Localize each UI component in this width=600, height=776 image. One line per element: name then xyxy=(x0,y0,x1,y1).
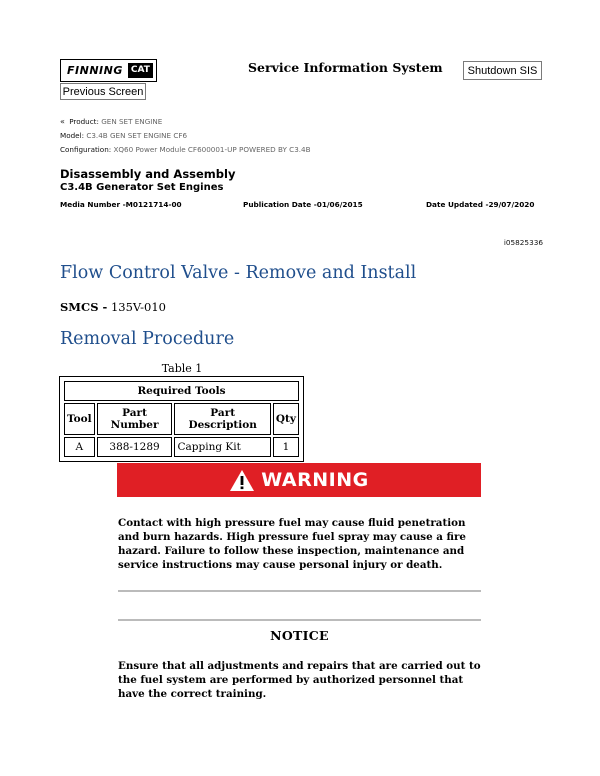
table-caption: Table 1 xyxy=(161,362,203,375)
configuration-value: XQ60 Power Module CF600001-UP POWERED BY C3.4B xyxy=(113,145,311,154)
smcs-code xyxy=(60,300,166,314)
column-header: Part Description xyxy=(174,403,270,435)
required-tools-table xyxy=(59,376,304,462)
previous-screen-button[interactable]: Previous Screen xyxy=(60,83,146,100)
table-row xyxy=(64,437,299,457)
finning-cat-logo xyxy=(60,59,157,82)
column-header: Tool xyxy=(64,403,95,435)
smcs-label: SMCS - xyxy=(60,300,108,314)
warning-banner xyxy=(117,463,481,497)
column-header: Part Number xyxy=(97,403,173,435)
product-line xyxy=(60,117,162,126)
divider xyxy=(118,590,481,592)
product-key: Product: xyxy=(69,117,99,126)
section-title: Disassembly and Assembly xyxy=(60,167,236,181)
notice-text: Ensure that all adjustments and repairs that are carried out to the fuel system are performed by authorized personnel that have the correct training. xyxy=(118,660,481,700)
warning-label: WARNING xyxy=(261,469,369,491)
model-line xyxy=(60,131,187,140)
date-updated: Date Updated -29/07/2020 xyxy=(426,200,535,209)
table-cell: Capping Kit xyxy=(174,437,270,457)
procedure-title: Removal Procedure xyxy=(60,329,235,349)
table-cell: 1 xyxy=(273,437,299,457)
divider xyxy=(118,619,481,621)
page-title: Flow Control Valve - Remove and Install xyxy=(60,263,417,283)
smcs-value: 135V-010 xyxy=(110,300,166,314)
warning-triangle-icon xyxy=(229,469,255,492)
product-value: GEN SET ENGINE xyxy=(101,117,163,126)
reference-id: i05825336 xyxy=(503,238,543,247)
media-number: Media Number -M0121714-00 xyxy=(60,200,182,209)
cat-badge: CAT xyxy=(128,63,153,78)
table-title: Required Tools xyxy=(64,381,299,401)
column-header: Qty xyxy=(273,403,299,435)
shutdown-sis-button[interactable]: Shutdown SIS xyxy=(463,61,542,80)
warning-text: Contact with high pressure fuel may cause fluid penetration and burn hazards. High pressure fuel spray may cause a fire hazard. Failure to follow these inspection, maintenance and service instructions may cause personal injury or death. xyxy=(118,517,466,571)
double-chevron-left-icon[interactable]: « xyxy=(60,117,65,126)
configuration-key: Configuration: xyxy=(60,145,112,154)
configuration-line xyxy=(60,145,311,154)
notice-title: NOTICE xyxy=(270,628,329,643)
table-cell: A xyxy=(64,437,95,457)
table-cell: 388-1289 xyxy=(97,437,173,457)
logo-text: FINNING xyxy=(67,64,123,77)
publication-date: Publication Date -01/06/2015 xyxy=(243,200,363,209)
model-key: Model: xyxy=(60,131,85,140)
system-title: Service Information System xyxy=(248,60,443,75)
section-subtitle: C3.4B Generator Set Engines xyxy=(60,182,224,193)
model-value: C3.4B GEN SET ENGINE CF6 xyxy=(86,131,188,140)
